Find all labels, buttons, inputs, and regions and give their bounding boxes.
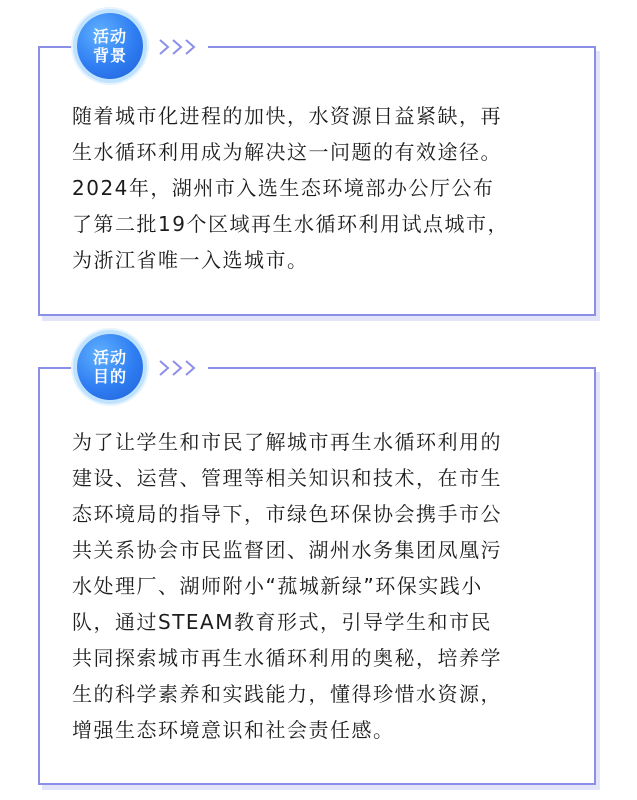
card-top-border-left — [40, 46, 74, 48]
text-line: 生的科学素养和实践能力，懂得珍惜水资源， — [72, 682, 502, 706]
triple-chevron-right-icon — [158, 37, 202, 57]
text-line: 2024年，湖州市入选生态环境部办公厅公布 — [72, 176, 495, 200]
text-line: 共同探索城市再生水循环利用的奥秘，培养学 — [72, 646, 502, 670]
text-line: 水处理厂、湖师附小“菰城新绿”环保实践小 — [72, 574, 483, 598]
badge-line: 活动 — [92, 348, 127, 367]
text-line: 了第二批19个区域再生水循环利用试点城市， — [72, 212, 509, 236]
text-line: 为浙江省唯一入选城市。 — [72, 248, 309, 272]
text-line: 随着城市化进程的加快，水资源日益紧缺，再 — [72, 104, 502, 128]
section-badge-background — [77, 13, 143, 79]
purpose-text — [72, 424, 570, 748]
background-text — [72, 98, 570, 278]
card-top-border-right — [208, 367, 594, 369]
text-line: 为了让学生和市民了解城市再生水循环利用的 — [72, 430, 502, 454]
section-badge-purpose — [77, 334, 143, 400]
text-line: 生水循环利用成为解决这一问题的有效途径。 — [72, 140, 502, 164]
card-top-border-left — [40, 367, 74, 369]
text-line: 态环境局的指导下，市绿色环保协会携手市公 — [72, 502, 502, 526]
card-top-border-right — [208, 46, 594, 48]
badge-line: 背景 — [92, 46, 127, 65]
text-line: 共关系协会市民监督团、湖州水务集团凤凰污 — [72, 538, 502, 562]
purpose-card — [38, 367, 596, 785]
badge-line: 目的 — [92, 367, 127, 386]
text-line: 建设、运营、管理等相关知识和技术，在市生 — [72, 466, 502, 490]
text-line: 队，通过STEAM教育形式，引导学生和市民 — [72, 610, 492, 634]
text-line: 增强生态环境意识和社会责任感。 — [72, 718, 395, 742]
background-card — [38, 46, 596, 316]
badge-line: 活动 — [92, 27, 127, 46]
triple-chevron-right-icon — [158, 358, 202, 378]
